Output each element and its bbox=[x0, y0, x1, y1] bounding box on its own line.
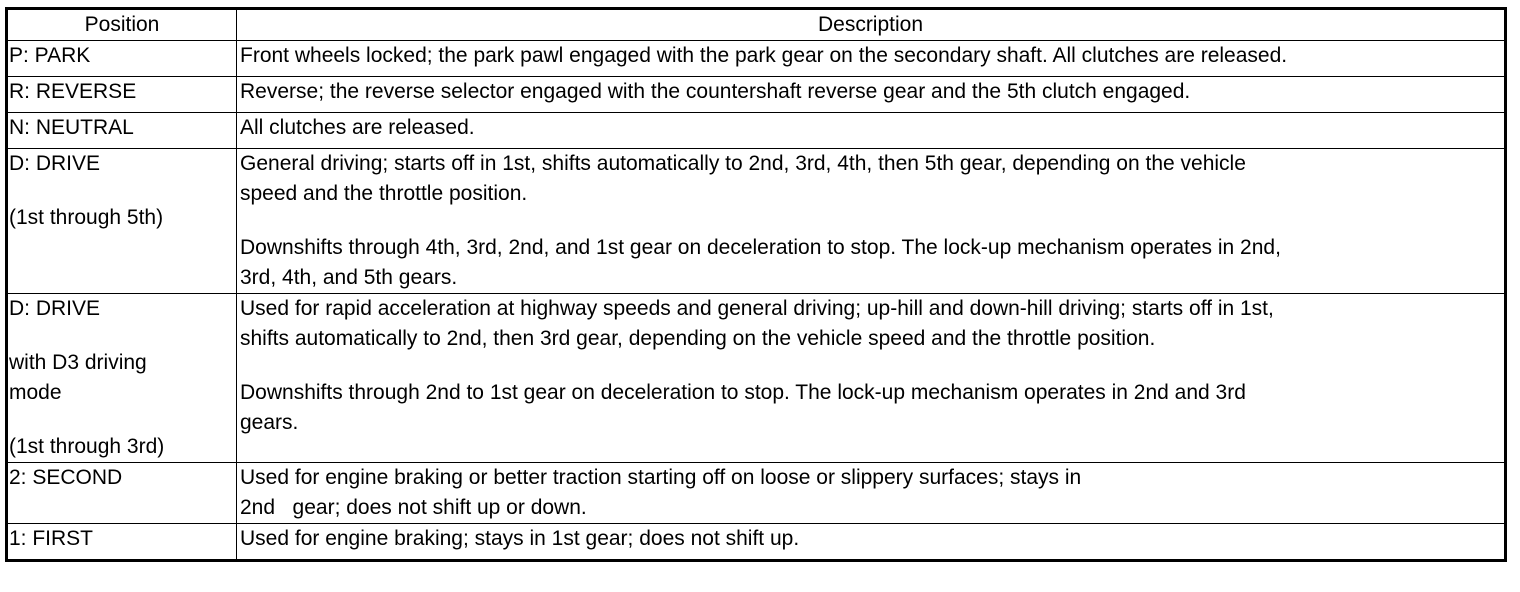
position-label: R: REVERSE bbox=[9, 80, 137, 103]
description-text: 2nd gear; does not shift up or down. bbox=[240, 496, 587, 519]
line-gap bbox=[9, 324, 234, 348]
description-text: Used for engine braking or better traction starting off on loose or slippery surfaces; stays in bbox=[240, 466, 1082, 489]
position-label: 1: FIRST bbox=[9, 527, 94, 550]
position-mode-label: mode bbox=[9, 381, 62, 404]
description-cell bbox=[237, 524, 1506, 561]
description-text: gears. bbox=[240, 411, 299, 434]
position-label: 2: SECOND bbox=[9, 466, 123, 489]
description-cell bbox=[237, 294, 1506, 463]
description-text: Front wheels locked; the park pawl engaged with the park gear on the secondary shaft. All clutches are released. bbox=[240, 44, 1288, 67]
table-row bbox=[7, 294, 1506, 463]
description-text: shifts automatically to 2nd, then 3rd gear, depending on the vehicle speed and the throttle position. bbox=[240, 327, 1156, 350]
description-text: Reverse; the reverse selector engaged with the countershaft reverse gear and the 5th clutch engaged. bbox=[240, 80, 1191, 103]
position-cell bbox=[7, 113, 237, 149]
position-label: N: NEUTRAL bbox=[9, 116, 134, 139]
position-label: D: DRIVE bbox=[9, 297, 101, 320]
table-row bbox=[7, 41, 1506, 77]
position-cell bbox=[7, 77, 237, 113]
description-cell bbox=[237, 41, 1506, 77]
description-cell bbox=[237, 113, 1506, 149]
position-cell bbox=[7, 524, 237, 561]
table-row bbox=[7, 524, 1506, 561]
description-text: Used for engine braking; stays in 1st gear; does not shift up. bbox=[240, 527, 800, 550]
table-row bbox=[7, 463, 1506, 524]
table-row bbox=[7, 77, 1506, 113]
position-range-label: (1st through 5th) bbox=[9, 206, 164, 229]
position-label: P: PARK bbox=[9, 44, 91, 67]
description-text: 3rd, 4th, and 5th gears. bbox=[240, 266, 458, 289]
shift-position-table bbox=[5, 7, 1507, 562]
paragraph-gap bbox=[240, 354, 1502, 378]
description-cell bbox=[237, 463, 1506, 524]
description-text: Downshifts through 2nd to 1st gear on deceleration to stop. The lock-up mechanism operates in 2nd and 3rd bbox=[240, 381, 1246, 404]
description-cell bbox=[237, 77, 1506, 113]
description-text: Downshifts through 4th, 3rd, 2nd, and 1st gear on deceleration to stop. The lock-up mechanism operates in 2nd, bbox=[240, 236, 1281, 259]
line-gap bbox=[9, 408, 234, 432]
paragraph-gap bbox=[240, 209, 1502, 233]
header-position: Position bbox=[7, 9, 237, 41]
position-label: D: DRIVE bbox=[9, 152, 101, 175]
description-text: All clutches are released. bbox=[240, 116, 475, 139]
description-text: speed and the throttle position. bbox=[240, 182, 528, 205]
description-text: General driving; starts off in 1st, shifts automatically to 2nd, 3rd, 4th, then 5th gear, depending on the vehicle bbox=[240, 152, 1246, 175]
description-text: Used for rapid acceleration at highway speeds and general driving; up-hill and down-hill driving; starts off in 1st, bbox=[240, 297, 1274, 320]
position-cell bbox=[7, 294, 237, 463]
position-cell bbox=[7, 463, 237, 524]
table-header-row bbox=[7, 9, 1506, 41]
position-cell bbox=[7, 41, 237, 77]
line-gap bbox=[9, 179, 234, 203]
position-mode-label: with D3 driving bbox=[9, 351, 147, 374]
position-cell bbox=[7, 149, 237, 294]
description-cell bbox=[237, 149, 1506, 294]
table-row bbox=[7, 113, 1506, 149]
position-range-label: (1st through 3rd) bbox=[9, 435, 165, 458]
header-description: Description bbox=[237, 9, 1506, 41]
table-row bbox=[7, 149, 1506, 294]
